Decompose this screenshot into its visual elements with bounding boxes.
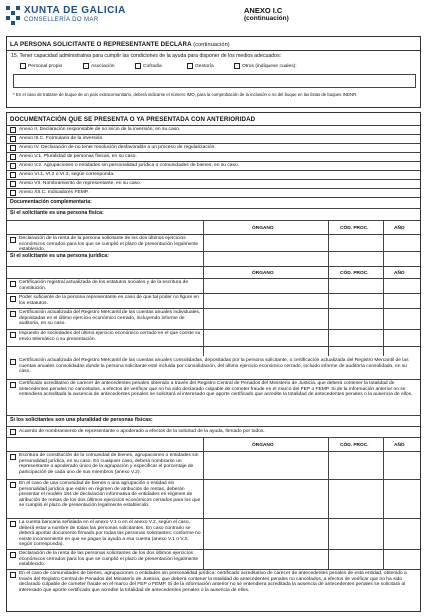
col-code: CÓD. PROC. [340, 226, 369, 231]
doc-item: Certificación actualizada del Registro Mercantil de las cuentas anuales individuales, depositadas en el último ejercicio económico cerrado, incluyendo informe de auditoría, en su caso. [19, 310, 201, 327]
org-name: XUNTA DE GALICIA [24, 5, 126, 16]
col-year: AÑO [394, 226, 405, 231]
annex-title: ANEXO I.C [244, 6, 283, 15]
annex-item: Anexo IV. Declaración de no tener resolución desfavorable a un proceso de regularización. [19, 145, 216, 150]
doc-item: En el caso de comunidades de bienes, agrupaciones o entidades sin personalidad jurídica: certificado acreditativo de carecer de antecedentes penales de esta entidad, obtenido a través del Registro Central de Penados del Ministerio de Justicia, que deberá contener la totalidad de antecedentes penales no cancelados, a efectos de verificar que no ha sido declarado culpable de cometer fraude en el marco del FEP o FEMP. Si de la información anterior no se entendiera acreditada la ausencia de antecedentes penales se solicitará al interesado que aporte certificado que acredite la totalidad de antecedentes penales o la ausencia de ellos. [19, 571, 407, 593]
col-code: CÓD. PROC. [340, 271, 369, 276]
col-year: AÑO [394, 443, 405, 448]
annex-item: Anexo VI.1, VI.2 o VI.3, según corresponda. [19, 172, 115, 177]
option-checkbox[interactable] [20, 63, 26, 69]
doc-item: Poder suficiente de la persona representante en caso de que tal poder no figure en los estatutos. [19, 295, 199, 306]
annex-checkbox[interactable] [10, 154, 16, 160]
annex-checkbox[interactable] [10, 172, 16, 178]
doc-item: Declaración de la renta de la persona solicitante de los dos últimos ejercicios económicos cerrados para los que se cumplió el plazo de presentación legalmente establecido. [19, 236, 199, 253]
annex-item: Anexo V.1. Pluralidad de personas físicas, en su caso. [19, 154, 137, 159]
doc-checkbox[interactable] [10, 521, 16, 527]
doc-item: Escritura de constitución de la comunidad de bienes, agrupaciones o entidades sin personalidad jurídica, en su caso. En cualquier caso, deberá nombrarse un representante o apoderado único de la agrupación y especificar el porcentaje de participación de cada uno de sus miembros (anexo V.2). [19, 453, 199, 475]
doc-checkbox[interactable] [10, 482, 16, 488]
plural-heading: Si los solicitantes son una pluralidad de personas físicas: [10, 417, 153, 423]
annex-item: Anexo II. Declaración responsable de no inicio de la inversión, en su caso. [19, 127, 181, 132]
doc-checkbox[interactable] [10, 311, 16, 317]
org-sub: CONSELLERÍA DO MAR [24, 17, 99, 23]
doc-item: La cuenta bancaria señalada en el anexo V.1 o en el anexo V.2, según el caso, deberá estar a nombre de todas las personas solicitantes. En caso contrario se deberá aportar documento firmado por todas las personas solicitantes, conforme no existe inconveniente en que se pague la ayuda a esa cuenta (anexo V.1 o V.2, según corresponda). [19, 520, 201, 548]
annex-checkbox[interactable] [10, 190, 16, 196]
section-title: DOCUMENTACIÓN QUE SE PRESENTA O YA PRESENTADA CON ANTERIORIDAD [10, 116, 256, 123]
option-label: Asociación [91, 64, 115, 69]
doc-item: Acuerdo de nombramiento de representante o apoderado a efectos de la solicitud de la ayuda, firmado por todos. [19, 429, 265, 434]
annex-item: Anexo VII. Nombramiento de representante, en su caso. [19, 181, 142, 186]
option-checkbox[interactable] [135, 63, 141, 69]
annex-checkbox[interactable] [10, 127, 16, 133]
option-label: Gestoría [195, 64, 214, 69]
doc-checkbox[interactable] [10, 552, 16, 558]
col-year: AÑO [394, 271, 405, 276]
annex-item: Anexo XII.C. Indicadores FEMP. [19, 190, 89, 195]
doc-checkbox[interactable] [10, 237, 16, 243]
annex-checkbox[interactable] [10, 181, 16, 187]
documentation-section [6, 112, 421, 612]
annex-item: Anexo V.2. Agrupaciones o entidades sin personalidad jurídica o comunidades de bienes, en su caso. [19, 163, 240, 168]
physical-heading: Si el solicitante es una persona física: [10, 210, 104, 216]
col-code: CÓD. PROC. [340, 443, 369, 448]
item-15-text: 15. Tener capacidad administrativa para cumplir las condiciones de la ayuda para disponer de los medios adecuados: [11, 53, 282, 59]
doc-checkbox[interactable] [10, 296, 16, 302]
declaration-section [6, 36, 421, 108]
doc-item: Certificación actualizada del Registro Mercantil de las cuentas anuales consolidadas, depositadas por la persona solicitante, o certificación actualizada del Registro Mercantil de las cuentas anuales consolidadas donde la persona solicitante esté incluida por consolidación, del último ejercicio económico cerrado, incluido informe de auditoría consolidado, en su caso. [19, 358, 409, 375]
col-organ: ÓRGANO [252, 226, 274, 231]
option-checkbox[interactable] [187, 63, 193, 69]
doc-checkbox[interactable] [10, 332, 16, 338]
footnote: * En el caso de tratarse de buque de un país extracomunitario, deberá indicarse el número IMO, para la comprobación de la inclusión o no del buque en las listas de buques INDNR. [13, 92, 358, 97]
annex-checkbox[interactable] [10, 163, 16, 169]
annex-continuation: (continuación) [244, 15, 289, 22]
others-input[interactable] [13, 74, 416, 88]
doc-item: Certificado acreditativo de carecer de antecedentes penales obtenido a través del Registro Central de Penados del Ministerio de Justicia, que deberá contener la totalidad de antecedentes penales no cancelados, a efectos de verificar que no ha sido declarado culpable de cometer fraude en el marco del FEP o FEMP. Si de la información anterior no se entendiera acreditada la ausencia de antecedentes penales se solicitará al interesado que aporte certificado que acredite la totalidad de antecedentes penales o la ausencia de ellos. [19, 381, 413, 398]
doc-checkbox[interactable] [10, 454, 16, 460]
xunta-logo [6, 6, 20, 24]
legal-heading: Si el solicitante es una persona jurídica: [10, 253, 109, 259]
option-label: Personal propio [28, 64, 63, 69]
option-label: Otros (indíquese cuales): [242, 64, 297, 69]
annex-checkbox[interactable] [10, 136, 16, 142]
option-checkbox[interactable] [83, 63, 89, 69]
annex-item: Anexo III.C. Formulario de la inversión. [19, 136, 104, 141]
doc-checkbox[interactable] [10, 382, 16, 388]
doc-item: En el caso de una comunidad de bienes o una agrupación o entidad sin personalidad jurídica que estén en régimen de atribución de rentas, deberán presentar el modelo 184 de declaración informativa de entidades en régimen de atribución de rentas de los dos últimos ejercicios económicos cerrados para los que se cumplió el plazo de presentación legalmente establecido. [19, 481, 201, 509]
option-label: Cofradía [143, 64, 162, 69]
doc-checkbox[interactable] [10, 359, 16, 365]
col-organ: ÓRGANO [252, 271, 274, 276]
complementary-heading: Documentación complementaria: [10, 199, 92, 205]
doc-checkbox[interactable] [10, 281, 16, 287]
col-organ: ÓRGANO [252, 443, 274, 448]
doc-checkbox[interactable] [10, 429, 16, 435]
doc-item: Certificación registral actualizada de los estatutos sociales y de la escritura de constitución. [19, 280, 189, 291]
doc-item: Declaración de la renta de las personas solicitantes de los dos últimos ejercicios económicos cerrados para los que se cumplió el plazo de presentación legalmente establecido. [19, 551, 199, 568]
section-title: LA PERSONA SOLICITANTE O REPRESENTANTE DECLARA (continuación) [10, 41, 230, 48]
annex-checkbox[interactable] [10, 145, 16, 151]
doc-checkbox[interactable] [10, 572, 16, 578]
page-header [6, 4, 421, 30]
doc-item: Impuesto de sociedades del último ejercicio económico cerrado en el que conste su envío telemático o su presentación. [19, 331, 201, 342]
option-checkbox[interactable] [234, 63, 240, 69]
